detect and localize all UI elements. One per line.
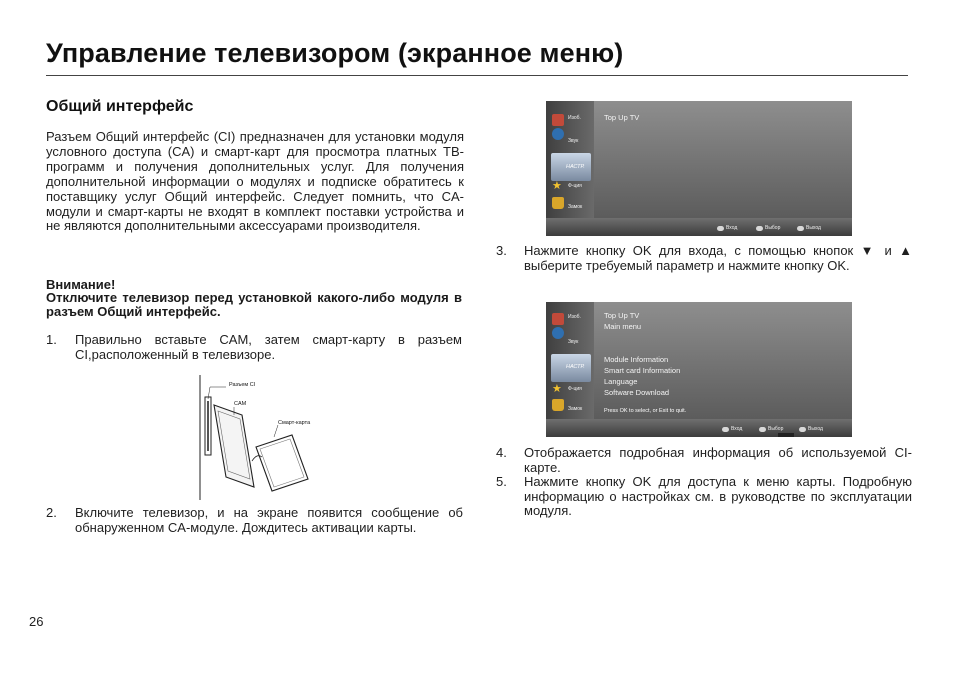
page-title: Управление телевизором (экранное меню) xyxy=(46,38,624,68)
lock-icon xyxy=(552,399,564,411)
tv-menu-title: Top Up TV xyxy=(604,311,640,320)
cam-diagram xyxy=(196,375,332,500)
hint-select: Выбор xyxy=(756,225,780,231)
step-text: Включите телевизор, и на экране появится сообщение об обнаруженном CA-модуле. Дождитесь активации карты. xyxy=(75,505,463,535)
step-5 xyxy=(496,475,912,521)
step-number: 4. xyxy=(496,445,507,460)
step-3 xyxy=(496,244,912,290)
enter-button-icon xyxy=(717,226,724,231)
bottom-cursor-tab xyxy=(778,433,794,437)
exit-button-icon xyxy=(799,427,806,432)
menu-item-smartcard-info[interactable]: Smart card Information xyxy=(604,366,681,375)
cam-insertion-illustration xyxy=(196,375,332,500)
step-text: Нажмите кнопку OK для доступа к меню карты. Подробную информацию о настройках см. в руководстве по эксплуатации модуля. xyxy=(524,474,912,519)
intro-paragraph: Разъем Общий интерфейс (CI) предназначен для установки модуля условного доступа (CA) и смарт-карт для просмотра платных ТВ-программ и получения дополнительных услуг. Для получения дополнительной информации о модулях и подписке обратитесь к поставщику услуг Общий интерфейс. Следует помнить, что CA-модули и смарт-карты не входят в комплект поставки устройства и не являются дополнительными аксессуарами производителя. xyxy=(46,129,464,234)
lock-icon xyxy=(552,197,564,209)
tv-menu-title: Top Up TV xyxy=(604,113,640,122)
picture-icon xyxy=(552,313,564,325)
menu-item-software-download[interactable]: Software Download xyxy=(604,388,670,397)
step-1 xyxy=(46,333,464,365)
hint-enter: Вход xyxy=(717,225,737,231)
page-number: 26 xyxy=(29,614,44,629)
tv-menu-hint: Press OK to select, or Exit to quit. xyxy=(604,408,687,414)
select-button-icon xyxy=(756,226,763,231)
sidebar-label-sound: Звук xyxy=(568,339,579,345)
tv-menu-screen-2 xyxy=(546,302,852,437)
step-text: Отображается подробная информация об используемой CI-карте. xyxy=(524,445,912,475)
sidebar-label-lock: Замок xyxy=(568,406,583,412)
step-text: Правильно вставьте CAM, затем смарт-карту в разъем CI,расположенный в телевизоре. xyxy=(75,332,462,362)
sidebar-label-features: Ф-ция xyxy=(568,183,582,189)
sidebar-label-setup: НАСТР. xyxy=(566,364,585,370)
step-number: 1. xyxy=(46,332,57,347)
step-number: 3. xyxy=(496,243,507,258)
step-number: 2. xyxy=(46,505,57,520)
ci-slot-label: Разъем CI xyxy=(229,382,256,388)
section-heading: Общий интерфейс xyxy=(46,98,194,115)
menu-item-module-info[interactable]: Module Information xyxy=(604,355,669,364)
star-icon: ★ xyxy=(552,383,562,395)
sound-icon xyxy=(552,128,564,140)
hint-enter: Вход xyxy=(722,426,742,432)
sound-icon xyxy=(552,327,564,339)
hint-exit: Выход xyxy=(799,426,823,432)
sidebar-label-lock: Замок xyxy=(568,204,583,210)
step-2 xyxy=(46,506,464,552)
menu-item-language[interactable]: Language xyxy=(604,377,638,386)
warning-title: Внимание! xyxy=(46,277,116,292)
exit-button-icon xyxy=(797,226,804,231)
smartcard-label: Смарт-карта xyxy=(278,420,311,426)
cam-label: CAM xyxy=(234,401,247,407)
select-button-icon xyxy=(759,427,766,432)
sidebar-label-setup: НАСТР. xyxy=(566,164,585,170)
step-text: Нажмите кнопку OK для входа, с помощью кнопок ▼ и ▲ выберите требуемый параметр и нажмите кнопку OK. xyxy=(524,243,912,273)
enter-button-icon xyxy=(722,427,729,432)
hint-select: Выбор xyxy=(759,426,783,432)
sidebar-label-features: Ф-ция xyxy=(568,386,582,392)
warning-body: Отключите телевизор перед установкой какого-либо модуля в разъем Общий интерфейс. xyxy=(46,290,462,319)
sidebar-label-sound: Звук xyxy=(568,138,579,144)
tv-menu-screen-1 xyxy=(546,101,852,236)
hint-exit: Выход xyxy=(797,225,821,231)
star-icon: ★ xyxy=(552,180,562,192)
step-number: 5. xyxy=(496,474,507,489)
tv-menu-subtitle: Main menu xyxy=(604,322,642,331)
sidebar-label-picture: Изоб. xyxy=(568,115,581,121)
title-divider xyxy=(46,75,908,76)
sidebar-label-picture: Изоб. xyxy=(568,314,581,320)
picture-icon xyxy=(552,114,564,126)
step-4 xyxy=(496,446,912,476)
